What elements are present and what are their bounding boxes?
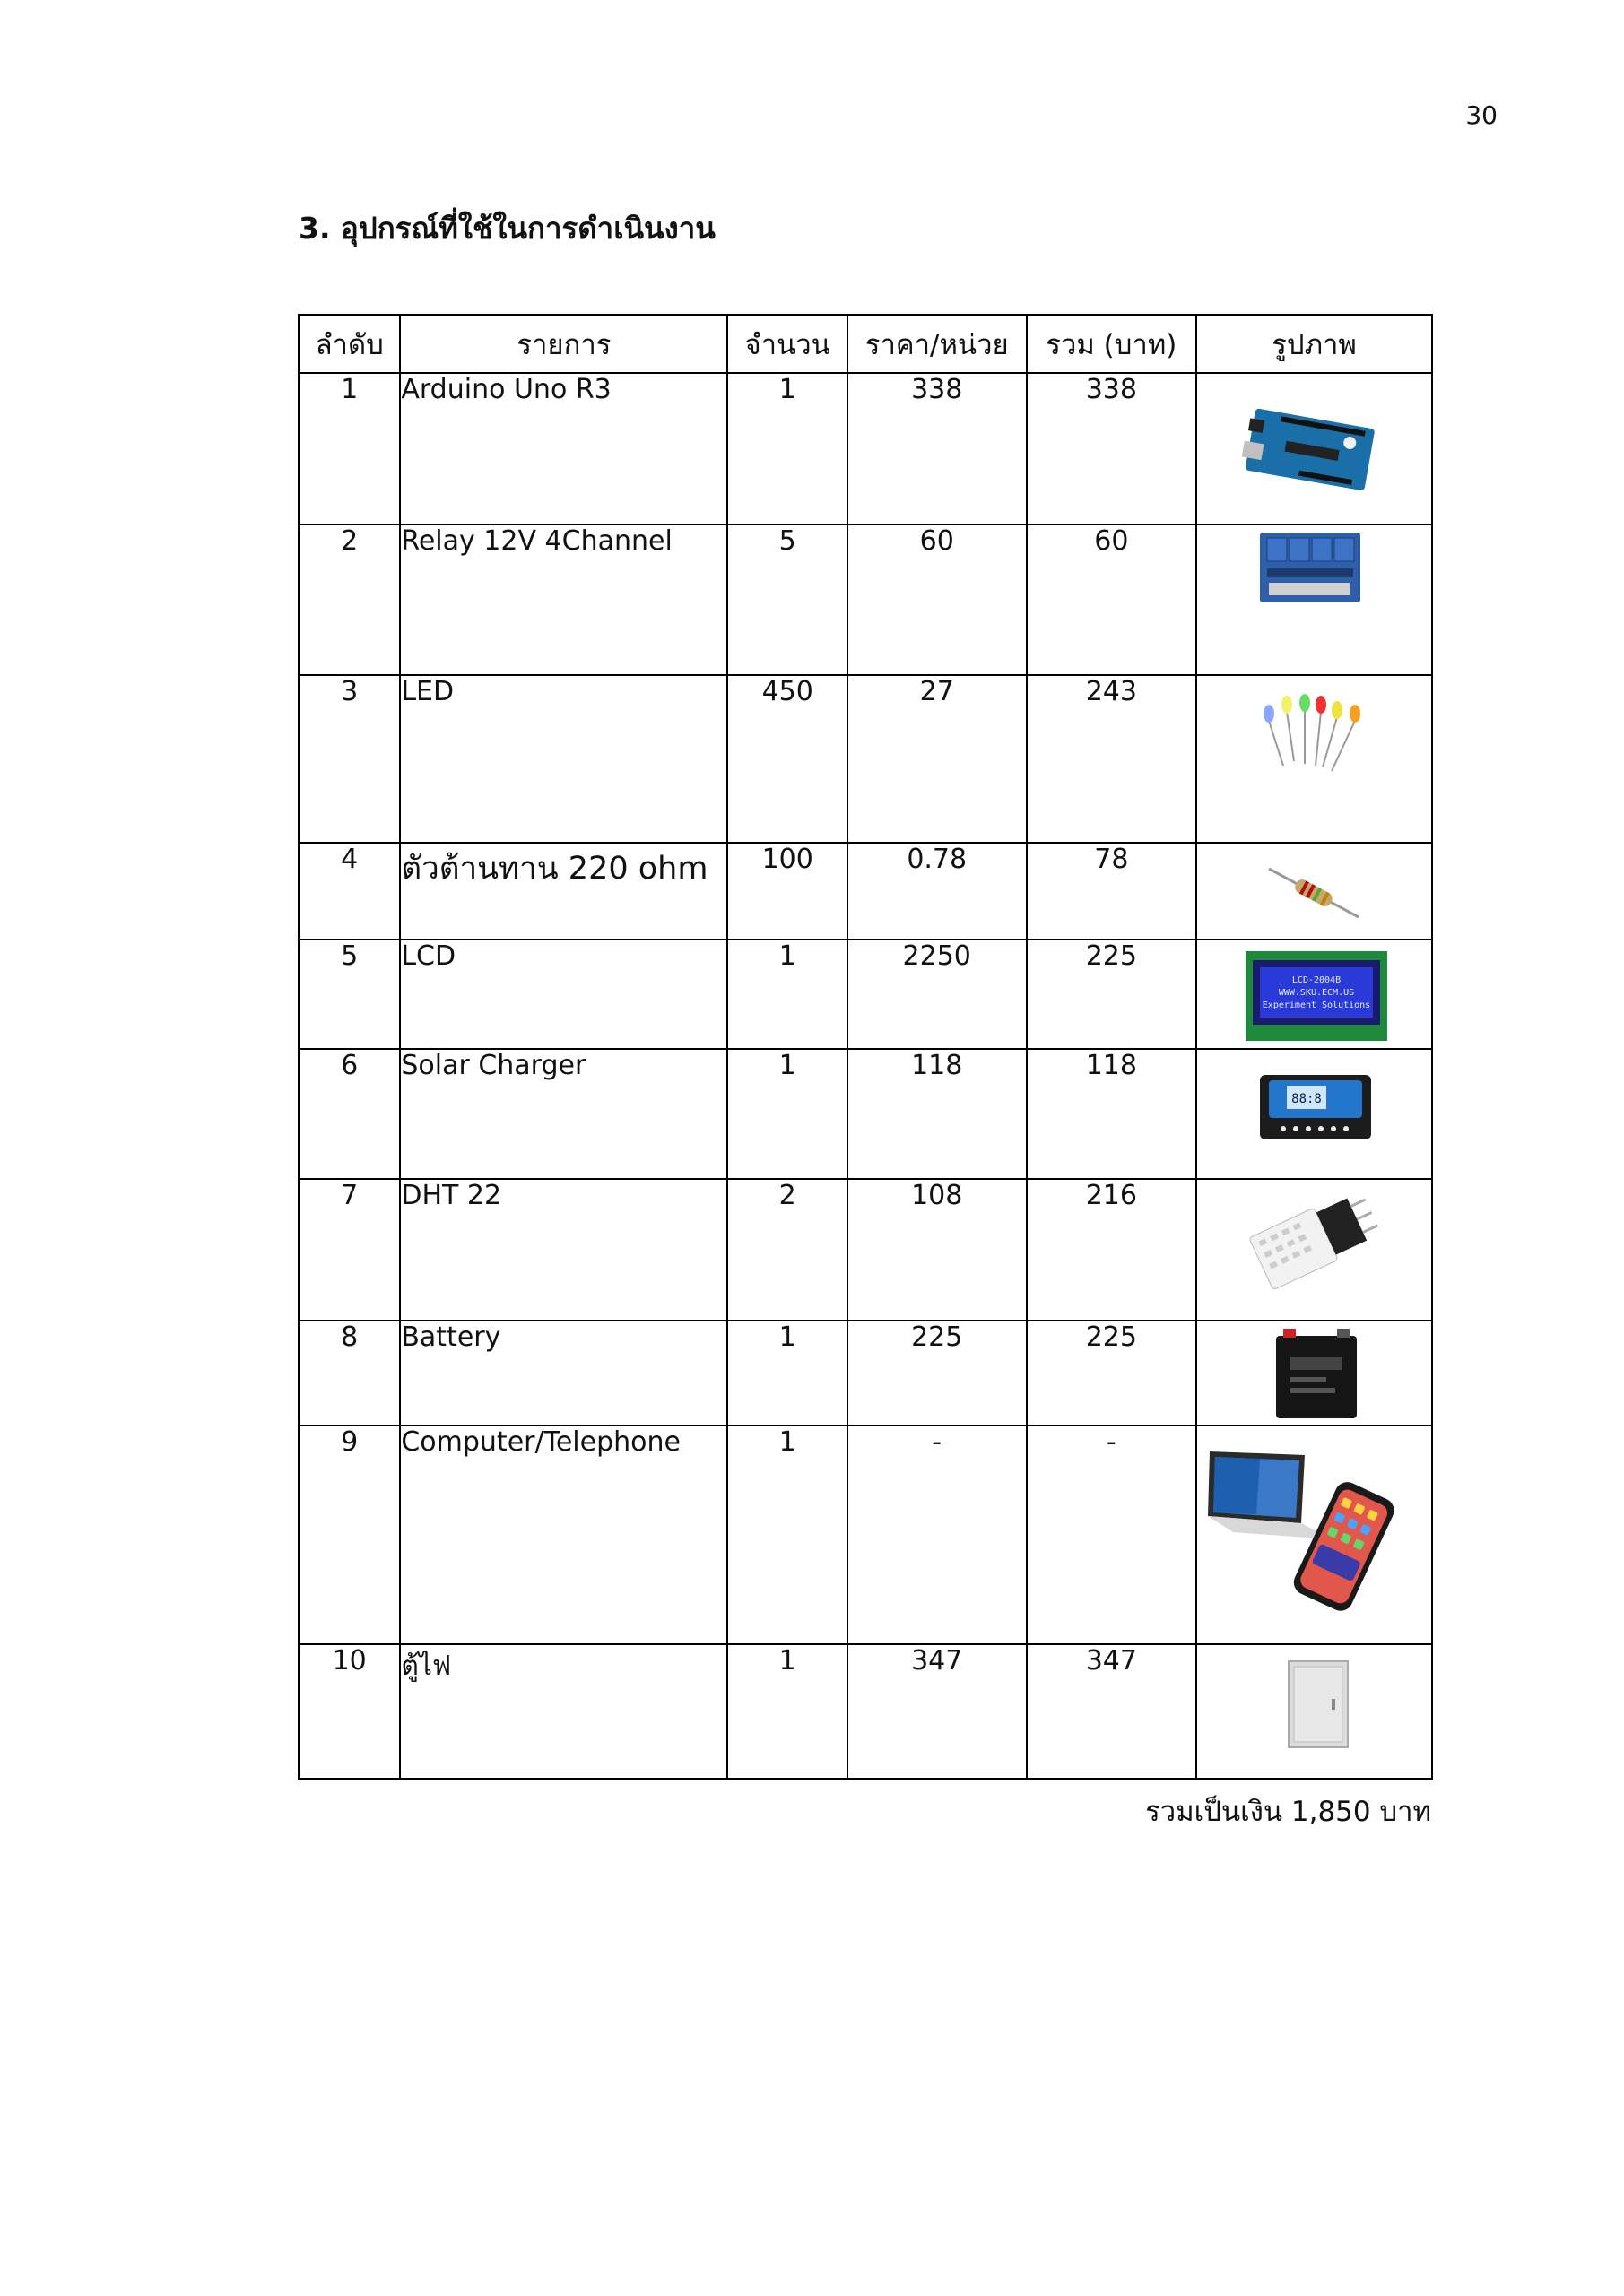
cell-no: 8: [299, 1321, 400, 1425]
header-no: ลำดับ: [299, 315, 400, 373]
lcd-module-photo: [1197, 940, 1432, 1050]
cell-image: [1196, 524, 1432, 675]
cell-qty: 1: [727, 1644, 847, 1779]
cell-item: ตู้ไฟ: [400, 1644, 727, 1779]
cell-qty: 1: [727, 1049, 847, 1179]
equipment-table: [298, 314, 1433, 1780]
cell-qty: 1: [727, 1425, 847, 1644]
cell-qty: 100: [727, 843, 847, 940]
cell-qty: 1: [727, 940, 847, 1049]
cell-no: 1: [299, 373, 400, 524]
header-qty: จำนวน: [727, 315, 847, 373]
cell-no: 3: [299, 675, 400, 843]
cell-unit-price: 225: [847, 1321, 1027, 1425]
cell-no: 6: [299, 1049, 400, 1179]
header-total: รวม (บาท): [1027, 315, 1197, 373]
cell-qty: 2: [727, 1179, 847, 1321]
cell-unit-price: -: [847, 1425, 1027, 1644]
cell-image: [1196, 1425, 1432, 1644]
table-row: [299, 524, 1432, 675]
cell-image: [1196, 373, 1432, 524]
cell-item: LED: [400, 675, 727, 843]
cell-total: 78: [1027, 843, 1197, 940]
table-row: [299, 1425, 1432, 1644]
cell-item: Arduino Uno R3: [400, 373, 727, 524]
grand-total: รวมเป็นเงิน 1,850 บาท: [1145, 1796, 1431, 1828]
cell-total: 225: [1027, 1321, 1197, 1425]
cell-total: 60: [1027, 524, 1197, 675]
header-image: รูปภาพ: [1196, 315, 1432, 373]
cell-qty: 450: [727, 675, 847, 843]
cell-unit-price: 118: [847, 1049, 1027, 1179]
cell-image: [1196, 675, 1432, 843]
cell-item: Battery: [400, 1321, 727, 1425]
table-row: [299, 1644, 1432, 1779]
cell-unit-price: 2250: [847, 940, 1027, 1049]
table-row: [299, 675, 1432, 843]
cell-item: Relay 12V 4Channel: [400, 524, 727, 675]
cell-qty: 1: [727, 1321, 847, 1425]
table-row: [299, 1321, 1432, 1425]
cell-no: 2: [299, 524, 400, 675]
lcd-text-line1: LCD-2004B: [1292, 975, 1342, 985]
cell-image: [1196, 940, 1432, 1049]
page-number: 30: [1465, 100, 1498, 130]
cell-unit-price: 0.78: [847, 843, 1027, 940]
header-item: รายการ: [400, 315, 727, 373]
cell-total: -: [1027, 1425, 1197, 1644]
cell-total: 216: [1027, 1179, 1197, 1321]
cell-item: LCD: [400, 940, 727, 1049]
table-row: [299, 940, 1432, 1049]
section-title: 3. อุปกรณ์ที่ใช้ในการดำเนินงาน: [299, 211, 716, 246]
cell-total: 338: [1027, 373, 1197, 524]
solar-charger-photo: [1197, 1050, 1432, 1180]
laptop-phone-photo: [1197, 1426, 1432, 1645]
cell-total: 347: [1027, 1644, 1197, 1779]
cell-unit-price: 347: [847, 1644, 1027, 1779]
cell-item: DHT 22: [400, 1179, 727, 1321]
lcd-text-line2: WWW.SKU.ECM.US: [1278, 988, 1355, 998]
cell-item: Solar Charger: [400, 1049, 727, 1179]
cell-unit-price: 108: [847, 1179, 1027, 1321]
cell-unit-price: 27: [847, 675, 1027, 843]
lcd-text-line3: Experiment Solutions: [1262, 1001, 1371, 1010]
cell-image: [1196, 1049, 1432, 1179]
cell-qty: 1: [727, 373, 847, 524]
table-row: [299, 1049, 1432, 1179]
table-header-row: [299, 315, 1432, 373]
charger-display-text: 88:8: [1291, 1092, 1322, 1106]
cell-image: [1196, 1179, 1432, 1321]
table-row: [299, 1179, 1432, 1321]
cell-unit-price: 338: [847, 373, 1027, 524]
cell-image: [1196, 1321, 1432, 1425]
dht22-sensor-photo: [1197, 1180, 1432, 1321]
cell-no: 5: [299, 940, 400, 1049]
cell-image: [1196, 843, 1432, 940]
resistor-photo: [1197, 844, 1432, 940]
table-row: [299, 373, 1432, 524]
cell-item: ตัวต้านทาน 220 ohm: [400, 843, 727, 940]
led-photo: [1197, 676, 1432, 844]
cell-total: 118: [1027, 1049, 1197, 1179]
cell-total: 243: [1027, 675, 1197, 843]
cell-no: 7: [299, 1179, 400, 1321]
cell-no: 4: [299, 843, 400, 940]
table-row: [299, 843, 1432, 940]
cell-image: [1196, 1644, 1432, 1779]
arduino-board-photo: [1197, 374, 1432, 525]
battery-photo: [1197, 1321, 1432, 1426]
electric-cabinet-photo: [1197, 1645, 1432, 1780]
cell-qty: 5: [727, 524, 847, 675]
cell-no: 9: [299, 1425, 400, 1644]
cell-no: 10: [299, 1644, 400, 1779]
cell-item: Computer/Telephone: [400, 1425, 727, 1644]
header-unit-price: ราคา/หน่วย: [847, 315, 1027, 373]
cell-total: 225: [1027, 940, 1197, 1049]
cell-unit-price: 60: [847, 524, 1027, 675]
relay-module-photo: [1197, 525, 1432, 676]
